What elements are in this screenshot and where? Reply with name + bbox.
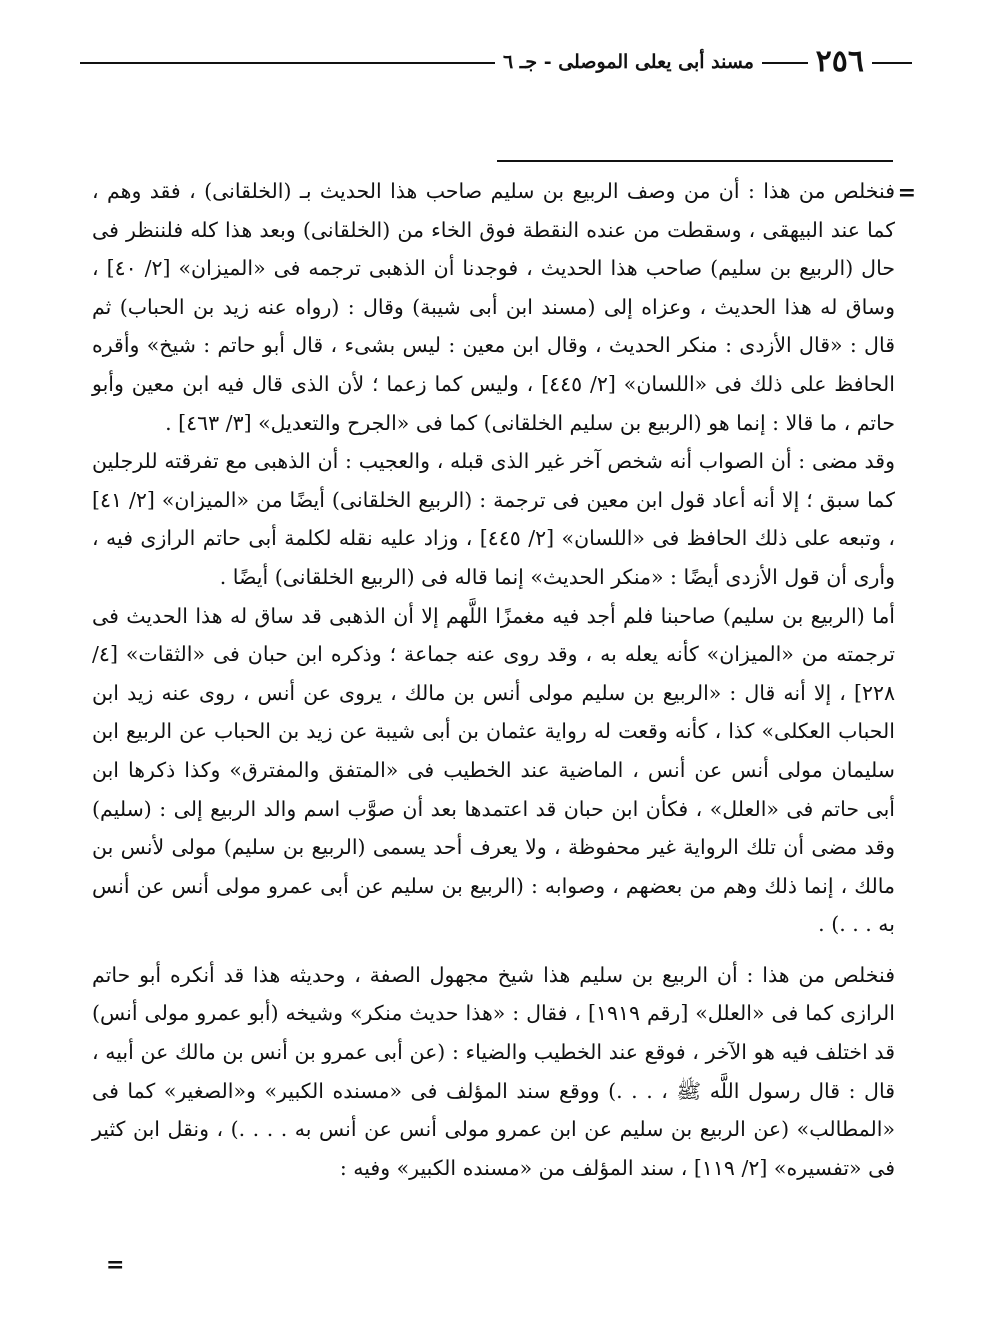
paragraph-4: فنخلص من هذا : أن الربيع بن سليم هذا شيخ مجهول الصفة ، وحديثه هذا قد أنكره أبو حاتم الرازى كما فى «العلل» [رقم ١٩١٩] ، فقال : «هذا حديث منكر» وشيخه (أبو عمرو مولى أنس) قد اختلف فيه هو الآخر ، فوقع عند الخطيب والضياء : (عن أبى عمرو بن أنس بن مالك عن أبيه ، قال : قال رسول اللَّه ﷺ ، . . .) ووقع سند المؤلف فى «مسنده الكبير» و«الصغير» كما فى «المطالب» (عن الربيع بن سليم عن ابن عمرو مولى أنس عن أنس به . . . .) ، ونقل ابن كثير فى «تفسيره» [٢/ ١١٩] ، سند المؤلف من «مسنده الكبير» وفيه : xyxy=(92,962,895,1180)
paragraph-1: فنخلص من هذا : أن من وصف الربيع بن سليم صاحب هذا الحديث بـ (الخلقانى) ، فقد وهم ، كما عند البيهقى ، وسقطت من عنده النقطة فوق الخاء من (الخلقانى) وبعد هذا كله فلننظر فى حال (الربيع بن سليم) صاحب هذا الحديث ، فوجدنا أن الذهبى ترجمه فى «الميزان» [٢/ ٤٠] ، وساق له هذا الحديث ، وعزاه إلى (مسند ابن أبى شيبة) وقال : (رواه عنه زيد بن الحباب) ثم قال : «قال الأزدى : منكر الحديث ، وقال ابن معين : ليس بشىء ، قال أبو حاتم : شيخ» وأقره الحافظ على ذلك فى «اللسان» [٢/ ٤٤٥] ، وليس كما زعما ؛ لأن الذى قال فيه ابن معين وأبو حاتم ، ما قالا : إنما هو (الربيع بن سليم الخلقانى) كما فى «الجرح والتعديل» [٣/ ٤٦٣] . xyxy=(92,179,895,435)
page-number: ٢٥٦ xyxy=(808,42,872,82)
running-title: مسند أبى يعلى الموصلى - جـ ٦ xyxy=(495,47,762,77)
footnote-body xyxy=(92,172,895,1187)
footnote-separator xyxy=(497,160,893,162)
paragraph-2: وقد مضى : أن الصواب أنه شخص آخر غير الذى قبله ، والعجيب : أن الذهبى مع تفرقته للرجلين كما سبق ؛ إلا أنه أعاد قول ابن معين فى ترجمة : (الربيع الخلقانى) أيضًا من «الميزان» [٢/ ٤١] ، وتبعه على ذلك الحافظ فى «اللسان» [٢/ ٤٤٥] ، وزاد عليه نقله لكلمة أبى حاتم الرازى فيه ، وأرى أن قول الأزدى أيضًا : «منكر الحديث» إنما قاله فى (الربيع الخلقانى) أيضًا . xyxy=(92,449,895,589)
continuation-marker-bottom: = xyxy=(106,1252,125,1278)
paragraph-3: أما (الربيع بن سليم) صاحبنا فلم أجد فيه مغمزًا اللَّهم إلا أن الذهبى قد ساق له هذا الحديث فى ترجمته من «الميزان» كأنه يعله به ، وقد روى عنه جماعة ؛ وذكره ابن حبان فى «الثقات» [٤/ ٢٢٨] ، إلا أنه قال : «الربيع بن سليم مولى أنس بن مالك ، يروى عن أنس ، روى عنه زيد ابن الحباب العكلى» كذا ، كأنه وقعت له رواية عثمان بن أبى شيبة عن زيد بن الحباب عن الربيع ابن سليمان مولى أنس عن أنس ، الماضية عند الخطيب فى «المتفق والمفترق» وكذا ذكرها ابن أبى حاتم فى «العلل» ، فكأن ابن حبان قد اعتمدها بعد أن صوَّب اسم والد الربيع إلى : (سليم) وقد مضى أن تلك الرواية غير محفوظة ، ولا يعرف أحد يسمى (الربيع بن سليم) مولى لأنس بن مالك ، إنما ذلك وهم من بعضهم ، وصوابه : (الربيع بن سليم عن أبى عمرو مولى أنس عن أنس به . . .) . xyxy=(92,603,895,937)
page-header xyxy=(80,42,912,86)
continuation-marker-top: = xyxy=(897,180,916,206)
